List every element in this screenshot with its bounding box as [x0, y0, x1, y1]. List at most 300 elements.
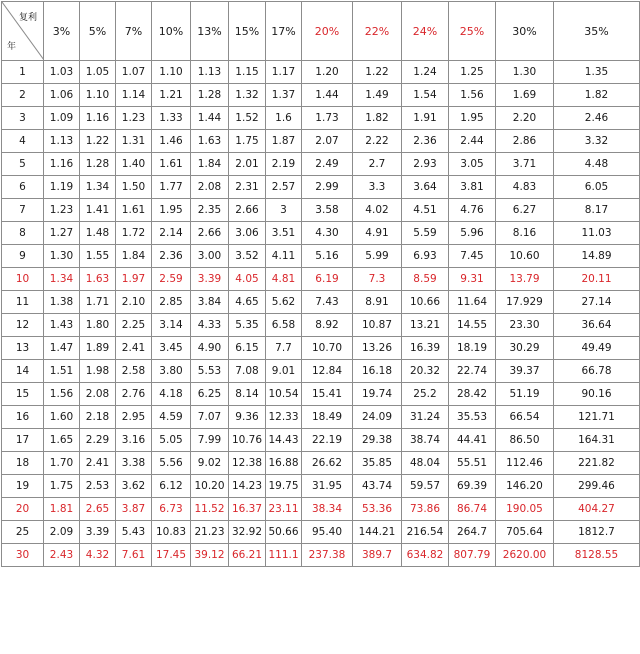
factor-cell: 1.72 — [116, 222, 152, 245]
factor-cell: 3.39 — [80, 521, 116, 544]
factor-cell: 221.82 — [554, 452, 640, 475]
factor-cell: 2.14 — [152, 222, 191, 245]
factor-cell: 8.16 — [496, 222, 554, 245]
rate-header-cell: 7% — [116, 2, 152, 61]
factor-cell: 8.92 — [302, 314, 353, 337]
table-row — [2, 107, 640, 130]
table-row — [2, 61, 640, 84]
factor-cell: 38.34 — [302, 498, 353, 521]
factor-cell: 1.27 — [44, 222, 80, 245]
year-cell: 5 — [2, 153, 44, 176]
factor-cell: 69.39 — [449, 475, 496, 498]
table-row — [2, 429, 640, 452]
year-cell: 17 — [2, 429, 44, 452]
factor-cell: 4.90 — [191, 337, 229, 360]
factor-cell: 4.30 — [302, 222, 353, 245]
year-cell: 15 — [2, 383, 44, 406]
factor-cell: 146.20 — [496, 475, 554, 498]
factor-cell: 1.82 — [353, 107, 402, 130]
year-cell: 7 — [2, 199, 44, 222]
factor-cell: 1.84 — [191, 153, 229, 176]
factor-cell: 1.71 — [80, 291, 116, 314]
factor-cell: 807.79 — [449, 544, 496, 567]
factor-cell: 10.70 — [302, 337, 353, 360]
factor-cell: 8.91 — [353, 291, 402, 314]
factor-cell: 6.15 — [229, 337, 266, 360]
factor-cell: 2.22 — [353, 130, 402, 153]
factor-cell: 14.43 — [266, 429, 302, 452]
factor-cell: 1.91 — [402, 107, 449, 130]
factor-cell: 12.84 — [302, 360, 353, 383]
factor-cell: 1.25 — [449, 61, 496, 84]
factor-cell: 5.99 — [353, 245, 402, 268]
factor-cell: 10.60 — [496, 245, 554, 268]
factor-cell: 10.87 — [353, 314, 402, 337]
year-cell: 11 — [2, 291, 44, 314]
factor-cell: 4.02 — [353, 199, 402, 222]
factor-cell: 1.70 — [44, 452, 80, 475]
factor-cell: 1.43 — [44, 314, 80, 337]
factor-cell: 1.49 — [353, 84, 402, 107]
factor-cell: 3 — [266, 199, 302, 222]
factor-cell: 66.54 — [496, 406, 554, 429]
factor-cell: 1.98 — [80, 360, 116, 383]
factor-cell: 2.65 — [80, 498, 116, 521]
factor-cell: 264.7 — [449, 521, 496, 544]
factor-cell: 1.50 — [116, 176, 152, 199]
rate-header-cell: 25% — [449, 2, 496, 61]
factor-cell: 1.21 — [152, 84, 191, 107]
factor-cell: 3.64 — [402, 176, 449, 199]
rate-header-cell: 3% — [44, 2, 80, 61]
factor-cell: 8.59 — [402, 268, 449, 291]
factor-cell: 1.23 — [116, 107, 152, 130]
factor-cell: 11.03 — [554, 222, 640, 245]
factor-cell: 4.32 — [80, 544, 116, 567]
factor-cell: 2.08 — [80, 383, 116, 406]
factor-cell: 7.7 — [266, 337, 302, 360]
factor-cell: 5.56 — [152, 452, 191, 475]
factor-cell: 1.17 — [266, 61, 302, 84]
factor-cell: 1.20 — [302, 61, 353, 84]
factor-cell: 4.33 — [191, 314, 229, 337]
table-row — [2, 452, 640, 475]
factor-cell: 1.13 — [191, 61, 229, 84]
year-cell: 9 — [2, 245, 44, 268]
factor-cell: 31.95 — [302, 475, 353, 498]
factor-cell: 90.16 — [554, 383, 640, 406]
factor-cell: 4.81 — [266, 268, 302, 291]
factor-cell: 3.87 — [116, 498, 152, 521]
table-row — [2, 475, 640, 498]
factor-cell: 44.41 — [449, 429, 496, 452]
factor-cell: 1.82 — [554, 84, 640, 107]
factor-cell: 705.64 — [496, 521, 554, 544]
factor-cell: 7.99 — [191, 429, 229, 452]
factor-cell: 2.07 — [302, 130, 353, 153]
factor-cell: 23.11 — [266, 498, 302, 521]
factor-cell: 2.66 — [229, 199, 266, 222]
factor-cell: 10.66 — [402, 291, 449, 314]
factor-cell: 404.27 — [554, 498, 640, 521]
factor-cell: 1.95 — [152, 199, 191, 222]
factor-cell: 1.22 — [80, 130, 116, 153]
factor-cell: 3.00 — [191, 245, 229, 268]
factor-cell: 1.55 — [80, 245, 116, 268]
factor-cell: 1.06 — [44, 84, 80, 107]
factor-cell: 53.36 — [353, 498, 402, 521]
factor-cell: 2.66 — [191, 222, 229, 245]
factor-cell: 7.43 — [302, 291, 353, 314]
watermark-overlay — [300, 628, 560, 650]
rate-header-cell: 17% — [266, 2, 302, 61]
factor-cell: 35.85 — [353, 452, 402, 475]
factor-cell: 27.14 — [554, 291, 640, 314]
factor-cell: 1.48 — [80, 222, 116, 245]
factor-cell: 26.62 — [302, 452, 353, 475]
factor-cell: 10.76 — [229, 429, 266, 452]
factor-cell: 4.76 — [449, 199, 496, 222]
factor-cell: 3.05 — [449, 153, 496, 176]
year-cell: 4 — [2, 130, 44, 153]
factor-cell: 2.29 — [80, 429, 116, 452]
table-row — [2, 314, 640, 337]
factor-cell: 3.3 — [353, 176, 402, 199]
factor-cell: 11.64 — [449, 291, 496, 314]
factor-cell: 144.21 — [353, 521, 402, 544]
factor-cell: 1.47 — [44, 337, 80, 360]
factor-cell: 1.51 — [44, 360, 80, 383]
factor-cell: 3.80 — [152, 360, 191, 383]
factor-cell: 6.58 — [266, 314, 302, 337]
factor-cell: 1.32 — [229, 84, 266, 107]
factor-cell: 1.15 — [229, 61, 266, 84]
factor-cell: 1.84 — [116, 245, 152, 268]
factor-cell: 12.33 — [266, 406, 302, 429]
factor-cell: 1.97 — [116, 268, 152, 291]
factor-cell: 5.16 — [302, 245, 353, 268]
factor-cell: 23.30 — [496, 314, 554, 337]
factor-cell: 1.30 — [44, 245, 80, 268]
factor-cell: 1.46 — [152, 130, 191, 153]
factor-cell: 2.57 — [266, 176, 302, 199]
factor-cell: 4.18 — [152, 383, 191, 406]
factor-cell: 1.52 — [229, 107, 266, 130]
factor-cell: 1.16 — [44, 153, 80, 176]
factor-cell: 16.39 — [402, 337, 449, 360]
factor-cell: 6.05 — [554, 176, 640, 199]
table-row — [2, 268, 640, 291]
factor-cell: 8128.55 — [554, 544, 640, 567]
factor-cell: 1.23 — [44, 199, 80, 222]
factor-cell: 4.05 — [229, 268, 266, 291]
factor-cell: 1.10 — [80, 84, 116, 107]
factor-cell: 2.49 — [302, 153, 353, 176]
factor-cell: 1.80 — [80, 314, 116, 337]
factor-cell: 2.35 — [191, 199, 229, 222]
factor-cell: 6.19 — [302, 268, 353, 291]
factor-cell: 1.34 — [44, 268, 80, 291]
factor-cell: 36.64 — [554, 314, 640, 337]
factor-cell: 55.51 — [449, 452, 496, 475]
factor-cell: 66.21 — [229, 544, 266, 567]
factor-cell: 3.16 — [116, 429, 152, 452]
factor-cell: 4.59 — [152, 406, 191, 429]
factor-cell: 6.73 — [152, 498, 191, 521]
factor-cell: 9.31 — [449, 268, 496, 291]
factor-cell: 2.25 — [116, 314, 152, 337]
factor-cell: 6.93 — [402, 245, 449, 268]
factor-cell: 2.53 — [80, 475, 116, 498]
corner-header-cell — [2, 2, 44, 61]
table-row — [2, 130, 640, 153]
factor-cell: 1.75 — [229, 130, 266, 153]
rate-header-cell: 30% — [496, 2, 554, 61]
factor-cell: 4.48 — [554, 153, 640, 176]
rate-header-cell: 5% — [80, 2, 116, 61]
factor-cell: 9.02 — [191, 452, 229, 475]
factor-cell: 1.41 — [80, 199, 116, 222]
factor-cell: 18.19 — [449, 337, 496, 360]
factor-cell: 5.96 — [449, 222, 496, 245]
factor-cell: 2.36 — [402, 130, 449, 153]
rate-header-cell: 20% — [302, 2, 353, 61]
factor-cell: 2.19 — [266, 153, 302, 176]
factor-cell: 1.6 — [266, 107, 302, 130]
factor-cell: 2.18 — [80, 406, 116, 429]
factor-cell: 43.74 — [353, 475, 402, 498]
factor-cell: 9.01 — [266, 360, 302, 383]
table-row — [2, 406, 640, 429]
factor-cell: 4.65 — [229, 291, 266, 314]
table-row — [2, 498, 640, 521]
factor-cell: 1.95 — [449, 107, 496, 130]
factor-cell: 8.14 — [229, 383, 266, 406]
factor-cell: 2.46 — [554, 107, 640, 130]
factor-cell: 86.50 — [496, 429, 554, 452]
factor-cell: 2.41 — [80, 452, 116, 475]
factor-cell: 3.58 — [302, 199, 353, 222]
factor-cell: 1.16 — [80, 107, 116, 130]
factor-cell: 3.45 — [152, 337, 191, 360]
factor-cell: 4.91 — [353, 222, 402, 245]
factor-cell: 31.24 — [402, 406, 449, 429]
factor-cell: 3.38 — [116, 452, 152, 475]
factor-cell: 73.86 — [402, 498, 449, 521]
factor-cell: 3.51 — [266, 222, 302, 245]
compound-interest-table — [1, 1, 640, 567]
factor-cell: 1.69 — [496, 84, 554, 107]
factor-cell: 1.33 — [152, 107, 191, 130]
factor-cell: 3.39 — [191, 268, 229, 291]
factor-cell: 14.55 — [449, 314, 496, 337]
factor-cell: 39.37 — [496, 360, 554, 383]
factor-cell: 7.08 — [229, 360, 266, 383]
factor-cell: 1.14 — [116, 84, 152, 107]
factor-cell: 3.81 — [449, 176, 496, 199]
factor-cell: 1.28 — [191, 84, 229, 107]
factor-cell: 11.52 — [191, 498, 229, 521]
factor-cell: 2.43 — [44, 544, 80, 567]
table-row — [2, 245, 640, 268]
factor-cell: 49.49 — [554, 337, 640, 360]
factor-cell: 1.24 — [402, 61, 449, 84]
rate-header-cell: 13% — [191, 2, 229, 61]
year-cell: 20 — [2, 498, 44, 521]
factor-cell: 7.3 — [353, 268, 402, 291]
factor-cell: 6.12 — [152, 475, 191, 498]
factor-cell: 2.86 — [496, 130, 554, 153]
factor-cell: 2.95 — [116, 406, 152, 429]
factor-cell: 2.99 — [302, 176, 353, 199]
factor-cell: 19.75 — [266, 475, 302, 498]
rate-header-cell: 15% — [229, 2, 266, 61]
factor-cell: 1.40 — [116, 153, 152, 176]
factor-cell: 1.75 — [44, 475, 80, 498]
table-row — [2, 337, 640, 360]
factor-cell: 51.19 — [496, 383, 554, 406]
factor-cell: 7.07 — [191, 406, 229, 429]
factor-cell: 3.84 — [191, 291, 229, 314]
factor-cell: 16.88 — [266, 452, 302, 475]
corner-label-rate: 复利 — [18, 13, 37, 23]
factor-cell: 6.27 — [496, 199, 554, 222]
factor-cell: 3.62 — [116, 475, 152, 498]
factor-cell: 9.36 — [229, 406, 266, 429]
factor-cell: 2620.00 — [496, 544, 554, 567]
factor-cell: 1.73 — [302, 107, 353, 130]
year-cell: 6 — [2, 176, 44, 199]
factor-cell: 10.83 — [152, 521, 191, 544]
factor-cell: 1.77 — [152, 176, 191, 199]
table-row — [2, 153, 640, 176]
factor-cell: 2.08 — [191, 176, 229, 199]
factor-cell: 5.53 — [191, 360, 229, 383]
factor-cell: 634.82 — [402, 544, 449, 567]
factor-cell: 35.53 — [449, 406, 496, 429]
factor-cell: 216.54 — [402, 521, 449, 544]
factor-cell: 20.32 — [402, 360, 449, 383]
table-row — [2, 222, 640, 245]
factor-cell: 2.93 — [402, 153, 449, 176]
factor-cell: 1.61 — [116, 199, 152, 222]
factor-cell: 1.35 — [554, 61, 640, 84]
factor-cell: 5.62 — [266, 291, 302, 314]
year-cell: 2 — [2, 84, 44, 107]
factor-cell: 14.89 — [554, 245, 640, 268]
factor-cell: 13.26 — [353, 337, 402, 360]
factor-cell: 2.58 — [116, 360, 152, 383]
factor-cell: 3.71 — [496, 153, 554, 176]
factor-cell: 25.2 — [402, 383, 449, 406]
factor-cell: 1812.7 — [554, 521, 640, 544]
factor-cell: 29.38 — [353, 429, 402, 452]
factor-cell: 3.52 — [229, 245, 266, 268]
year-cell: 14 — [2, 360, 44, 383]
factor-cell: 299.46 — [554, 475, 640, 498]
factor-cell: 2.09 — [44, 521, 80, 544]
year-cell: 30 — [2, 544, 44, 567]
year-cell: 12 — [2, 314, 44, 337]
factor-cell: 5.59 — [402, 222, 449, 245]
factor-cell: 389.7 — [353, 544, 402, 567]
table-row — [2, 360, 640, 383]
year-cell: 16 — [2, 406, 44, 429]
factor-cell: 1.63 — [80, 268, 116, 291]
factor-cell: 17.929 — [496, 291, 554, 314]
year-cell: 8 — [2, 222, 44, 245]
factor-cell: 1.30 — [496, 61, 554, 84]
factor-cell: 1.56 — [44, 383, 80, 406]
factor-cell: 2.36 — [152, 245, 191, 268]
factor-cell: 5.05 — [152, 429, 191, 452]
header-row — [2, 2, 640, 61]
factor-cell: 50.66 — [266, 521, 302, 544]
year-cell: 13 — [2, 337, 44, 360]
factor-cell: 190.05 — [496, 498, 554, 521]
factor-cell: 7.61 — [116, 544, 152, 567]
factor-cell: 121.71 — [554, 406, 640, 429]
factor-cell: 2.76 — [116, 383, 152, 406]
factor-cell: 1.44 — [191, 107, 229, 130]
factor-cell: 2.7 — [353, 153, 402, 176]
factor-cell: 1.03 — [44, 61, 80, 84]
factor-cell: 2.10 — [116, 291, 152, 314]
factor-cell: 237.38 — [302, 544, 353, 567]
factor-cell: 19.74 — [353, 383, 402, 406]
factor-cell: 12.38 — [229, 452, 266, 475]
factor-cell: 30.29 — [496, 337, 554, 360]
table-row — [2, 176, 640, 199]
rate-header-cell: 22% — [353, 2, 402, 61]
factor-cell: 15.41 — [302, 383, 353, 406]
factor-cell: 7.45 — [449, 245, 496, 268]
factor-cell: 1.61 — [152, 153, 191, 176]
factor-cell: 3.32 — [554, 130, 640, 153]
factor-cell: 3.06 — [229, 222, 266, 245]
factor-cell: 38.74 — [402, 429, 449, 452]
factor-cell: 14.23 — [229, 475, 266, 498]
factor-cell: 2.01 — [229, 153, 266, 176]
rate-header-cell: 35% — [554, 2, 640, 61]
table-row — [2, 291, 640, 314]
factor-cell: 1.22 — [353, 61, 402, 84]
factor-cell: 1.87 — [266, 130, 302, 153]
factor-cell: 4.51 — [402, 199, 449, 222]
factor-cell: 39.12 — [191, 544, 229, 567]
factor-cell: 21.23 — [191, 521, 229, 544]
factor-cell: 1.54 — [402, 84, 449, 107]
rate-header-cell: 10% — [152, 2, 191, 61]
factor-cell: 20.11 — [554, 268, 640, 291]
factor-cell: 95.40 — [302, 521, 353, 544]
factor-cell: 10.20 — [191, 475, 229, 498]
factor-cell: 2.85 — [152, 291, 191, 314]
factor-cell: 59.57 — [402, 475, 449, 498]
factor-cell: 1.89 — [80, 337, 116, 360]
factor-cell: 28.42 — [449, 383, 496, 406]
year-cell: 19 — [2, 475, 44, 498]
factor-cell: 2.20 — [496, 107, 554, 130]
factor-cell: 2.41 — [116, 337, 152, 360]
year-cell: 3 — [2, 107, 44, 130]
factor-cell: 1.05 — [80, 61, 116, 84]
factor-cell: 5.43 — [116, 521, 152, 544]
factor-cell: 1.63 — [191, 130, 229, 153]
factor-cell: 4.11 — [266, 245, 302, 268]
factor-cell: 1.19 — [44, 176, 80, 199]
factor-cell: 17.45 — [152, 544, 191, 567]
